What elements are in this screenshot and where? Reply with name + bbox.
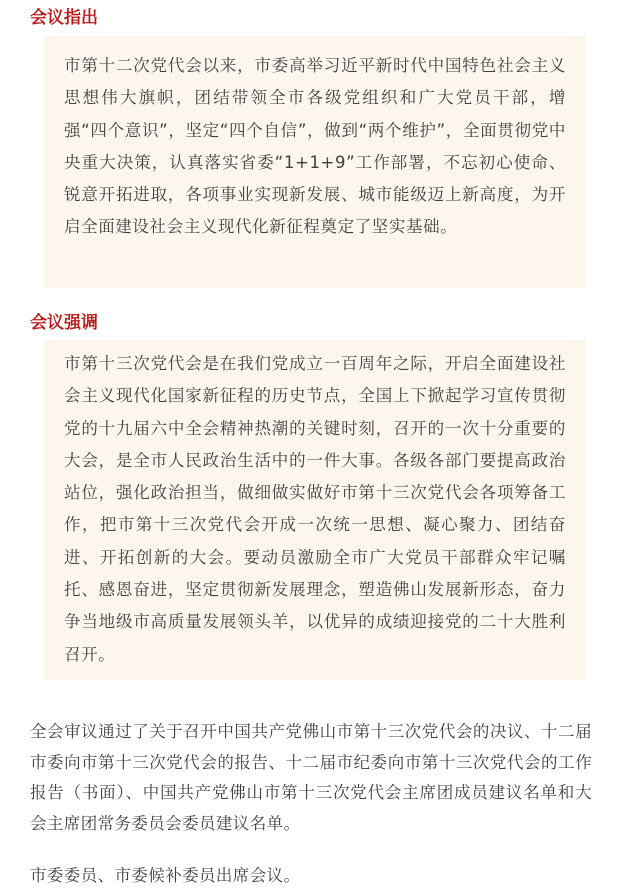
section-title-meeting-pointed-out: 会议指出 bbox=[30, 8, 98, 28]
quote-box-meeting-emphasized bbox=[44, 340, 586, 680]
section-title-meeting-emphasized: 会议强调 bbox=[30, 313, 98, 333]
quote-box-meeting-pointed-out bbox=[44, 36, 586, 288]
plenary-review-paragraph: 全会审议通过了关于召开中国共产党佛山市第十三次党代会的决议、十二届市委向市第十三次党代会的报告、十二届市纪委向市第十三次党代会的工作报告（书面）、中国共产党佛山市第十三次党代会主席团成员建议名单和大会主席团常务委员会委员建议名单。 bbox=[30, 722, 592, 833]
attendance-paragraph: 市委委员、市委候补委员出席会议。 bbox=[30, 866, 301, 885]
quote-text-meeting-pointed-out: 市第十二次党代会以来，市委高举习近平新时代中国特色社会主义思想伟大旗帜，团结带领全市各级党组织和广大党员干部，增强“四个意识”，坚定“四个自信”，做到“两个维护”，全面贯彻党中央重大决策，认真落实省委“1+1+9”工作部署，不忘初心使命、锐意开拓进取，各项事业实现新发展、城市能级迈上新高度，为开启全面建设社会主义现代化新征程奠定了坚实基础。 bbox=[64, 56, 566, 237]
quote-text-meeting-emphasized: 市第十三次党代会是在我们党成立一百周年之际，开启全面建设社会主义现代化国家新征程的历史节点，全国上下掀起学习宣传贯彻党的十九届六中全会精神热潮的关键时刻，召开的一次十分重要的大会，是全市人民政治生活中的一件大事。各级各部门要提高政治站位，强化政治担当，做细做实做好市第十三次党代会各项筹备工作，把市第十三次党代会开成一次统一思想、凝心聚力、团结奋进、开拓创新的大会。要动员激励全市广大党员干部群众牢记嘱托、感恩奋进，坚定贯彻新发展理念，塑造佛山发展新形态，奋力争当地级市高质量发展领头羊，以优异的成绩迎接党的二十大胜利召开。 bbox=[64, 354, 566, 664]
